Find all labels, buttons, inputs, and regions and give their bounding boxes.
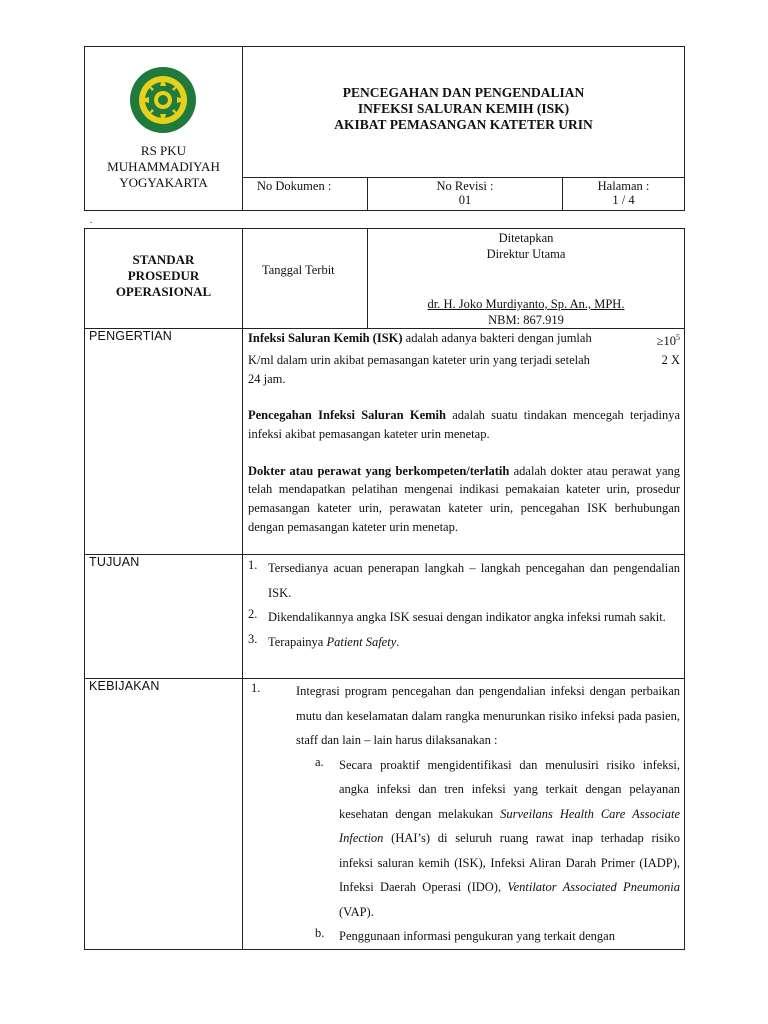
pengertian-label-text: PENGERTIAN — [89, 329, 173, 343]
no-revisi-value: 01 — [458, 193, 472, 207]
sop-table — [84, 228, 685, 950]
list-item: 1. Integrasi program pencegahan dan pengendalian infeksi dengan perbaikan mutu dan keselamatan dalam rangka menurunkan risiko infeksi pada pasien, staff dan lain – lain harus dilaksanakan : — [251, 681, 680, 747]
no-dokumen-cell — [243, 178, 368, 211]
separator-dot: . — [90, 215, 93, 225]
hospital-name-line-2: MUHAMMADIYAH — [107, 159, 220, 174]
p2-text: adalah suatu tindakan mencegah terjadinya infeksi akibat pemasangan kateter urin menetap. — [248, 408, 680, 441]
hospital-name — [85, 143, 242, 191]
hospital-cell — [85, 47, 243, 211]
kebijakan-label-text: KEBIJAKAN — [89, 679, 160, 693]
no-dokumen-label: No Dokumen : — [257, 179, 332, 193]
halaman-cell — [563, 178, 685, 211]
kebijakan-content — [243, 679, 685, 950]
pengertian-label — [85, 329, 243, 555]
document-header — [84, 46, 685, 211]
signatory-name: dr. H. Joko Murdiyanto, Sp. An., MPH. — [427, 297, 625, 311]
tujuan-label-text: TUJUAN — [89, 555, 140, 569]
pengertian-paragraph-2 — [248, 406, 680, 443]
list-item: 3. Terapainya Patient Safety. — [248, 631, 400, 649]
p3-text: adalah dokter atau perawat yang telah mendapatkan pelatihan mengenai indikasi pemakaian kateter urin, prosedur pemasangan kateter urin, perawatan kateter urin, pencegahan ISK berhubungan dengan pemasangan kateter urin menetap. — [248, 463, 681, 534]
hospital-name-line-3: YOGYAKARTA — [119, 175, 208, 190]
halaman-label: Halaman : — [597, 179, 650, 193]
p1-text-a: adalah adanya bakteri dengan jumlah — [402, 331, 592, 345]
tujuan-content — [243, 555, 685, 679]
title-line-2: INFEKSI SALURAN KEMIH (ISK) — [357, 101, 570, 116]
title-line-3: AKIBAT PEMASANGAN KATETER URIN — [334, 117, 593, 132]
p1-right-b: 2 X — [661, 352, 680, 367]
sop-label-line-3: OPERASIONAL — [115, 284, 212, 299]
ditetapkan-label: Ditetapkan — [498, 231, 554, 245]
pengertian-content — [243, 329, 685, 555]
pengertian-paragraph-1 — [248, 329, 680, 388]
sop-label — [85, 229, 243, 329]
no-revisi-label: No Revisi : — [436, 179, 494, 193]
p1-exponent: 5 — [676, 333, 680, 342]
dokter-term: Dokter atau perawat yang berkompeten/terlatih — [248, 463, 510, 478]
p1-text-b: K/ml dalam urin akibat pemasangan kateter urin yang terjadi setelah — [248, 352, 590, 367]
tanggal-terbit-label: Tanggal Terbit — [262, 263, 335, 277]
patient-safety-term: Patient Safety — [326, 634, 397, 649]
isk-term: Infeksi Saluran Kemih (ISK) — [248, 331, 403, 345]
ditetapkan-cell — [368, 229, 685, 329]
p1-text-c: 24 jam. — [248, 371, 286, 386]
tanggal-terbit-cell — [243, 229, 368, 329]
tujuan-label — [85, 555, 243, 679]
pengertian-paragraph-3 — [248, 462, 680, 537]
hospital-logo-icon — [129, 66, 197, 134]
list-item: 1. Tersedianya acuan penerapan langkah – langkah pencegahan dan pengendalian ISK. — [248, 558, 680, 600]
p1-threshold: ≥10 — [656, 334, 676, 349]
halaman-value: 1 / 4 — [612, 193, 635, 207]
signatory-nbm: NBM: 867.919 — [488, 313, 564, 327]
sop-label-line-2: PROSEDUR — [127, 268, 200, 283]
list-item: 2. Dikendalikannya angka ISK sesuai dengan indikator angka infeksi rumah sakit. — [248, 607, 666, 624]
list-item: b. Penggunaan informasi pengukuran yang terkait dengan — [315, 926, 615, 943]
title-line-1: PENCEGAHAN DAN PENGENDALIAN — [342, 85, 585, 100]
hospital-name-line-1: RS PKU — [140, 143, 187, 158]
direktur-label: Direktur Utama — [486, 247, 566, 261]
pencegahan-term: Pencegahan Infeksi Saluran Kemih — [248, 408, 446, 423]
kebijakan-label — [85, 679, 243, 950]
list-item: a. Secara proaktif mengidentifikasi dan menulusiri risiko infeksi, angka infeksi dan tren infeksi yang terkait dengan pelayanan kesehatan dengan melakukan Surveilans Health Care Associate Infection (HAI’s) di seluruh ruang rawat inap terhadap risiko infeksi saluran kemih (ISK), Infeksi Aliran Darah Primer (IADP), Infeksi Daerah Operasi (IDO), Ventilator Associated Pneumonia (VAP). — [315, 754, 681, 919]
document-title — [243, 47, 685, 178]
sop-label-line-1: STANDAR — [132, 252, 195, 267]
no-revisi-cell — [368, 178, 563, 211]
